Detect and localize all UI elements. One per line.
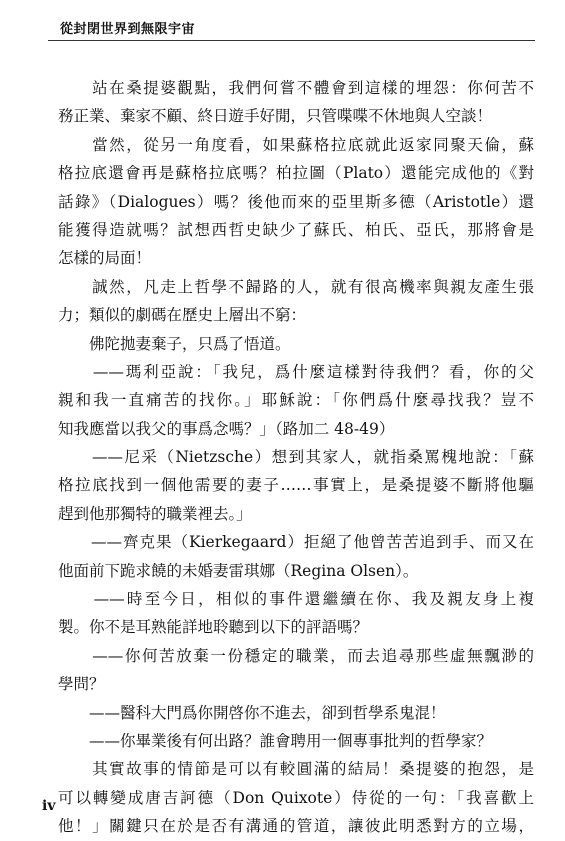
- text-line: 其實故事的情節是可以有較圓滿的結局！桑提婆的抱怨，是: [58, 760, 534, 779]
- text-line: 學問？: [58, 675, 105, 694]
- text-line: 可以轉變成唐吉訶德（Don Quixote）侍從的一句：「我喜歡上: [58, 788, 534, 807]
- text-line: 能獲得造就嗎？試想西哲史缺少了蘇氏、柏氏、亞氏，那將會是: [58, 220, 534, 239]
- text-line: 親和我一直痛苦的找你。」耶穌說：「你們爲什麼尋找我？豈不: [58, 391, 534, 410]
- text-line: 他面前下跪求饒的未婚妻雷琪娜（Regina Olsen）。: [58, 561, 419, 580]
- text-line: 當然，從另一角度看，如果蘇格拉底就此返家同聚天倫，蘇: [58, 135, 534, 154]
- text-line: 佛陀拋妻棄子，只爲了悟道。: [58, 334, 291, 353]
- text-line: 製。你不是耳熟能詳地聆聽到以下的評語嗎？: [58, 618, 369, 637]
- text-line: 知我應當以我父的事爲念嗎？」（路加二 48-49）: [58, 419, 395, 438]
- text-line: 力；類似的劇碼在歷史上層出不窮：: [58, 306, 307, 325]
- text-line: 格拉底找到一個他需要的妻子……事實上，是桑提婆不斷將他驅: [58, 476, 534, 495]
- text-line: 務正業、棄家不顧、終日遊手好閒，只管喋喋不休地與人空談！: [58, 107, 493, 126]
- text-line: 誠然，凡走上哲學不歸路的人，就有很高機率與親友產生張: [58, 277, 534, 296]
- text-line: 怎樣的局面！: [58, 249, 152, 268]
- text-line: ——尼采（Nietzsche）想到其家人，就指桑罵槐地說：「蘇: [58, 448, 534, 467]
- text-line: ——時至今日，相似的事件還繼續在你、我及親友身上複: [58, 590, 534, 609]
- text-line: 格拉底還會再是蘇格拉底嗎？柏拉圖（Plato）還能完成他的《對: [58, 164, 534, 183]
- running-head: 從封閉世界到無限宇宙: [60, 22, 196, 37]
- text-line: 趕到他那獨特的職業裡去。」: [58, 504, 252, 523]
- header-rule: [48, 40, 535, 41]
- text-line: ——齊克果（Kierkegaard）拒絕了他曾苦苦追到手、而又在: [58, 533, 534, 552]
- text-line: ——瑪利亞說：「我兒，爲什麼這樣對待我們？看，你的父: [58, 362, 534, 381]
- text-line: 話錄》（Dialogues）嗎？後他而來的亞里斯多德（Aristotle）還: [58, 192, 534, 211]
- text-line: ——醫科大門爲你開啓你不進去，卻到哲學系鬼混！: [58, 703, 446, 722]
- page-number: iv: [42, 798, 56, 814]
- text-line: 站在桑提婆觀點，我們何嘗不體會到這樣的埋怨：你何苦不: [58, 79, 534, 97]
- text-line: ——你何苦放棄一份穩定的職業，而去追尋那些虛無飄渺的: [58, 646, 534, 665]
- text-line: ——你畢業後有何出路？誰會聘用一個專事批判的哲學家？: [58, 731, 493, 750]
- body-text: [58, 74, 534, 841]
- text-line: 他！」關鍵只在於是否有溝通的管道，讓彼此明悉對方的立場，: [58, 817, 534, 836]
